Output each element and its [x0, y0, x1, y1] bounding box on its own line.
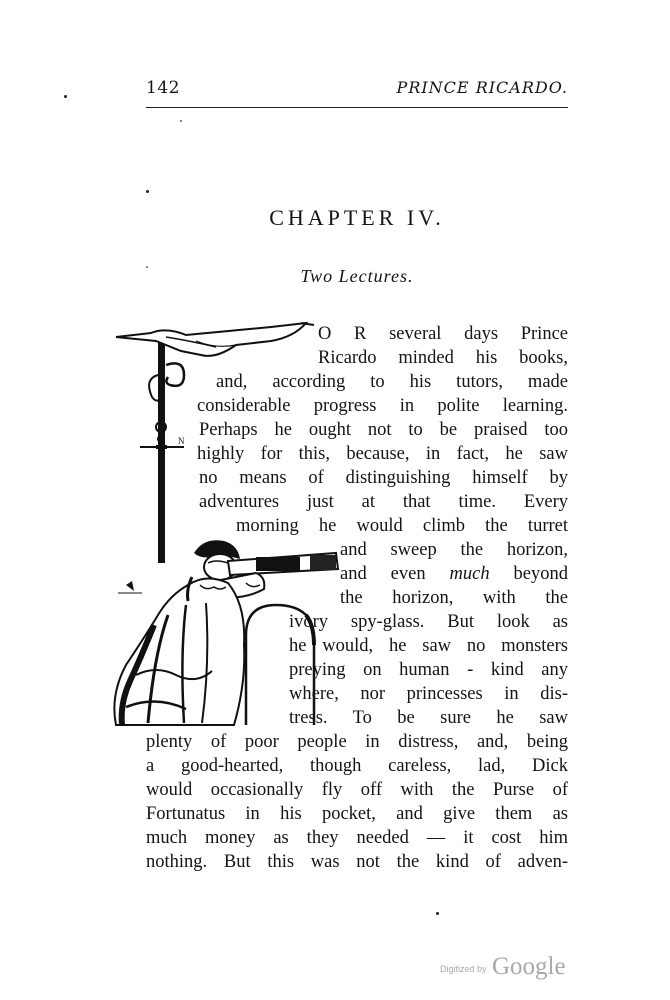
scan-speck: [436, 912, 439, 915]
scan-speck: [180, 120, 182, 122]
scan-speck: [146, 266, 148, 268]
text-line-3: and, according to his tutors, made: [216, 372, 568, 392]
text-line-23: nothing. But this was not the kind of adven-: [146, 852, 568, 872]
text-line-4: considerable progress in polite learning.: [197, 396, 568, 416]
digitized-by-label: Digitized by: [440, 964, 487, 974]
text-line-16: where, nor princesses in dis-: [289, 684, 568, 704]
text-line-18: plenty of poor people in distress, and, being: [146, 732, 568, 752]
text-line-12: the horizon, with the: [340, 588, 568, 608]
google-logo: Google: [492, 953, 566, 980]
text-line-9: morning he would climb the turret: [236, 516, 568, 536]
running-head: [146, 78, 568, 102]
svg-text:N: N: [178, 436, 185, 446]
digitized-by-google-watermark: [430, 955, 580, 983]
text-line-21: Fortunatus in his pocket, and give them as: [146, 804, 568, 824]
header-rule: [146, 107, 568, 108]
scan-speck: [146, 190, 149, 193]
running-title: PRINCE RICARDO.: [396, 78, 568, 97]
text-line-8: adventures just at that time. Every: [199, 492, 568, 512]
text-line-2: Ricardo minded his books,: [318, 348, 568, 368]
text-line-10: and sweep the horizon,: [340, 540, 568, 560]
chapter-subtitle: Two Lectures.: [300, 266, 414, 286]
text-line-15: preying on human - kind any: [289, 660, 568, 680]
text-line-7: no means of distinguishing himself by: [199, 468, 568, 488]
text-line-20: would occasionally fly off with the Purse of: [146, 780, 568, 800]
text-line-17: tress. To be sure he saw: [289, 708, 568, 728]
text-line-13: ivory spy-glass. But look as: [289, 612, 568, 632]
text-line-14: he would, he saw no monsters: [289, 636, 568, 656]
scan-speck: [64, 95, 67, 98]
text-line-5: Perhaps he ought not to be praised too: [199, 420, 568, 440]
text-line-11: and even much beyond: [340, 564, 568, 584]
text-line-1: O R several days Prince: [318, 324, 568, 344]
text-line-6: highly for this, because, in fact, he saw: [197, 444, 568, 464]
text-line-19: a good-hearted, though careless, lad, Dick: [146, 756, 568, 776]
chapter-title: CHAPTER IV.: [269, 205, 445, 230]
text-line-22: much money as they needed — it cost him: [146, 828, 568, 848]
page-number: 142: [146, 78, 180, 98]
